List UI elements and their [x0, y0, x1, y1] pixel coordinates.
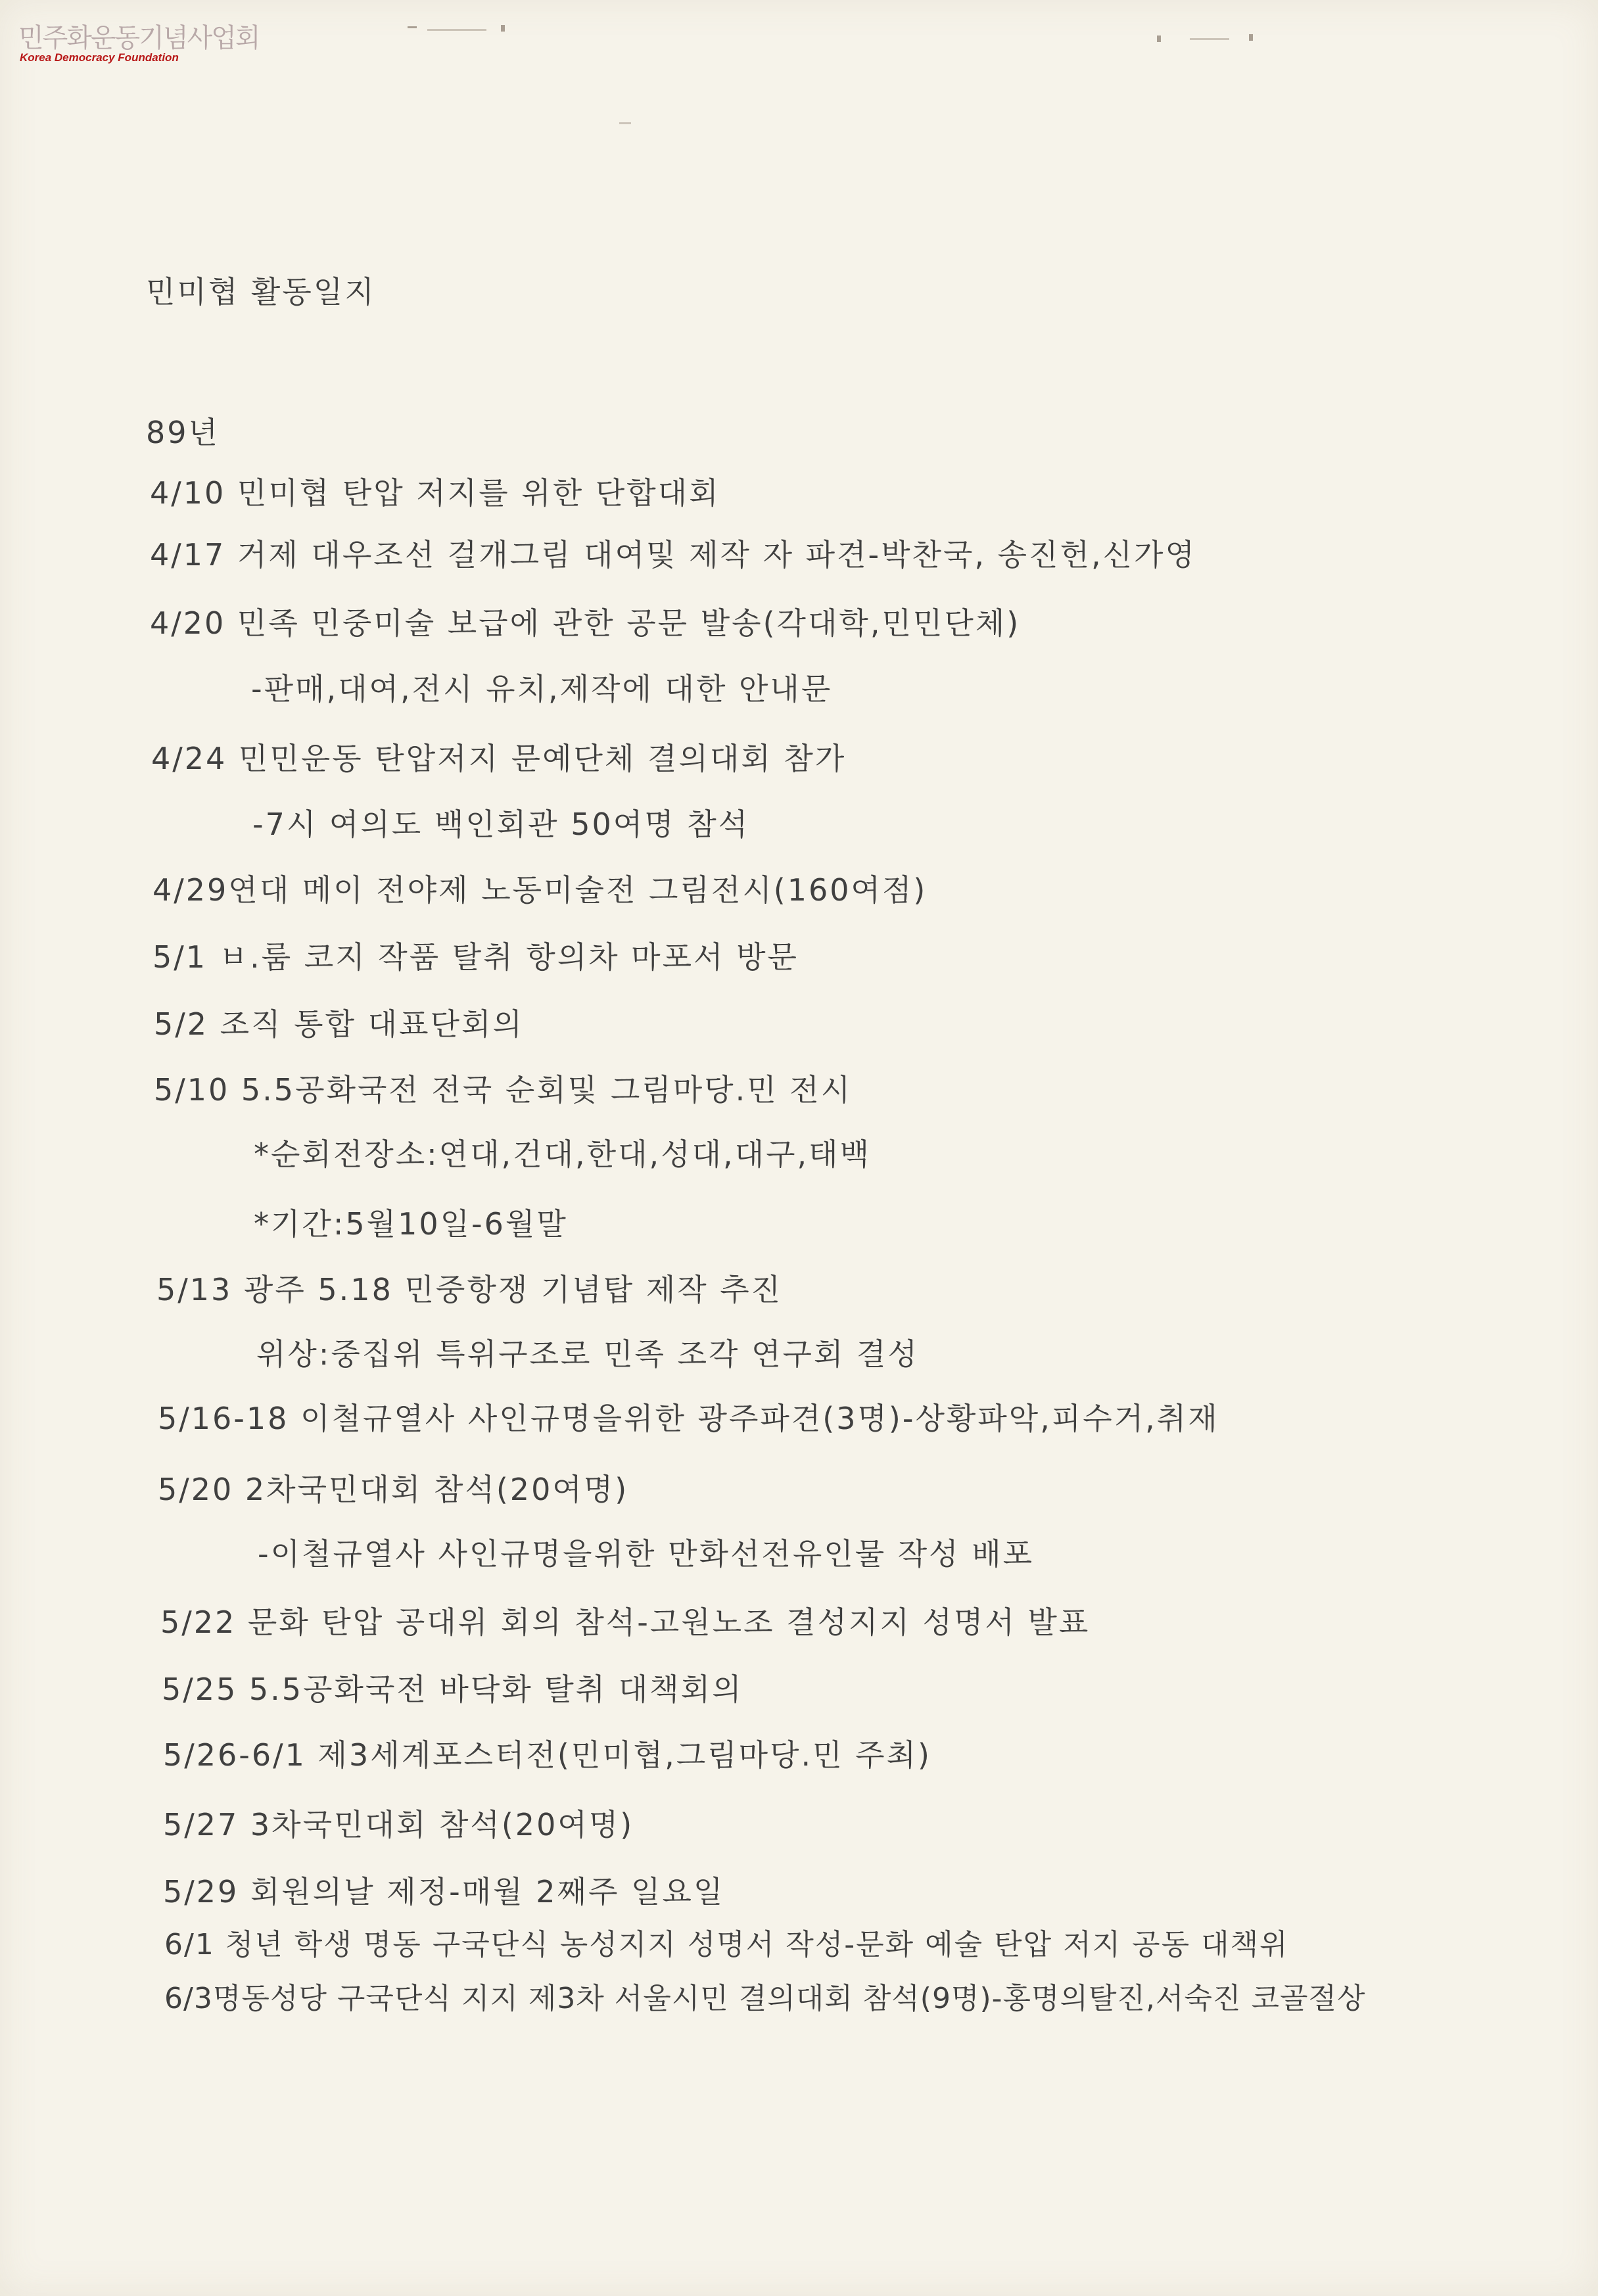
log-entry: 6/1 청년 학생 명동 구국단식 농성지지 성명서 작성-문화 예술 탄압 저지 공동 대책위: [164, 1928, 1289, 1961]
log-entry-detail: *기간:5월10일-6월말: [254, 1206, 568, 1242]
log-entry: 5/13 광주 5.18 민중항쟁 기념탑 제작 추진: [156, 1272, 783, 1307]
document-year: 89년: [146, 415, 220, 450]
log-entry: 5/1 ㅂ.룸 코지 작품 탈취 항의차 마포서 방문: [153, 939, 799, 975]
log-entry: 5/29 회원의날 제정-매월 2째주 일요일: [163, 1874, 725, 1909]
log-entry: 4/20 민족 민중미술 보급에 관한 공문 발송(각대학,민민단체): [150, 605, 1021, 641]
log-entry-detail: 위상:중집위 특위구조로 민족 조각 연구회 결성: [256, 1336, 919, 1372]
log-entry: 4/24 민민운동 탄압저지 문예단체 결의대회 참가: [151, 741, 847, 776]
watermark-english-text: Korea Democracy Foundation: [20, 51, 179, 64]
log-entry: 4/10 민미협 탄압 저지를 위한 단합대회: [150, 475, 720, 511]
log-entry-detail: *순회전장소:연대,건대,한대,성대,대구,태백: [254, 1136, 872, 1172]
paper-speck: [1249, 34, 1253, 41]
log-entry: 5/10 5.5공화국전 전국 순회및 그림마당.민 전시: [154, 1072, 853, 1108]
log-entry: 5/20 2차국민대회 참석(20여명): [158, 1472, 629, 1507]
log-entry-detail: -이철규열사 사인규명을위한 만화선전유인물 작성 배포: [258, 1536, 1035, 1572]
log-entry: 5/27 3차국민대회 참석(20여명): [163, 1807, 634, 1842]
log-entry: 5/2 조직 통합 대표단회의: [154, 1006, 524, 1042]
log-entry: 4/17 거제 대우조선 걸개그림 대여및 제작 자 파견-박찬국, 송진헌,신가영: [150, 537, 1196, 573]
paper-speck: [1190, 38, 1229, 40]
document-title: 민미협 활동일지: [146, 274, 376, 310]
log-entry: 6/3명동성당 구국단식 지지 제3차 서울시민 결의대회 참석(9명)-홍명의탈진,서숙진 코골절상: [164, 1982, 1366, 2015]
log-entry: 5/22 문화 탄압 공대위 회의 참석-고원노조 결성지지 성명서 발표: [160, 1605, 1091, 1640]
log-entry: 5/26-6/1 제3세계포스터전(민미협,그림마당.민 주최): [163, 1737, 931, 1773]
log-entry-detail: -판매,대여,전시 유치,제작에 대한 안내문: [251, 671, 833, 707]
paper-speck: [501, 25, 505, 32]
foundation-watermark: [18, 17, 260, 70]
log-entry: 4/29연대 메이 전야제 노동미술전 그림전시(160여점): [153, 872, 928, 908]
log-entry: 5/25 5.5공화국전 바닥화 탈취 대책회의: [162, 1672, 743, 1707]
log-entry: 5/16-18 이철규열사 사인규명을위한 광주파견(3명)-상황파악,피수거,취재: [158, 1401, 1219, 1436]
paper-speck: [408, 26, 417, 28]
paper-speck: [619, 122, 631, 124]
watermark-korean-text: 민주화운동기념사업회: [18, 23, 260, 53]
paper-speck: [427, 29, 486, 31]
log-entry-detail: -7시 여의도 백인회관 50여명 참석: [252, 807, 750, 842]
paper-speck: [1157, 35, 1161, 42]
